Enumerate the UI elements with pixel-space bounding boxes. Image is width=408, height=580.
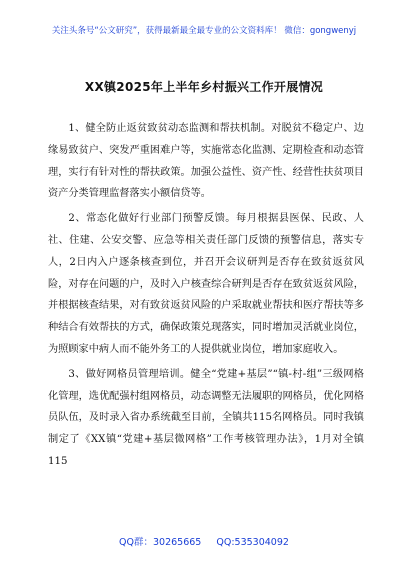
document-title: XX镇2025年上半年乡村振兴工作开展情况 xyxy=(84,80,324,94)
header-banner: 关注头条号“公文研究”，获得最新最全最专业的公文资料库！ 微信：gongwenyj xyxy=(51,26,357,36)
paragraph-1: 1、健全防止返贫致贫动态监测和帮扶机制。对脱贫不稳定户、边缘易致贫户、突发严重困难户等，实施常态化监测、定期检查和动态管理，实行有针对性的帮扶政策。加强公益性、资产性、经营性扶贫项目资产分类管理监督落实小额信贷等。 xyxy=(48,123,364,200)
footer-qq: QQ:535304092 xyxy=(216,537,289,548)
footer-contacts xyxy=(0,534,408,548)
document-body xyxy=(48,118,364,476)
paragraph-3: 3、做好网格员管理培训。健全“党建+基层”“镇-村-组”三级网格化管理，选优配强村组网格员，动态调整无法履职的网格员，优化网格员队伍，及时录入省办系统截至目前，全镇共115名网格员。同时我镇制定了《XX镇“党建+基层微网格”工作考核管理办法》，1月对全镇115 xyxy=(48,368,364,467)
footer-qq-group: QQ群：30265665 xyxy=(119,537,202,548)
paragraph-2: 2、常态化做好行业部门预警反馈。每月根据县医保、民政、人社、住建、公安交警、应急等相关责任部门反馈的预警信息，落实专人，2日内入户逐条核查到位，并召开会议研判是否存在致贫返贫风险，对存在问题的户，及时入户核查综合研判是否存在致贫返贫风险，并根据核查结果，对有致贫返贫风险的户采取就业帮扶和医疗帮扶等多种结合有效帮扶的方式，确保政策兑现落实，同时增加灵活就业岗位，为照顾家中病人而不能外务工的人提供就业岗位，增加家庭收入。 xyxy=(48,213,364,355)
